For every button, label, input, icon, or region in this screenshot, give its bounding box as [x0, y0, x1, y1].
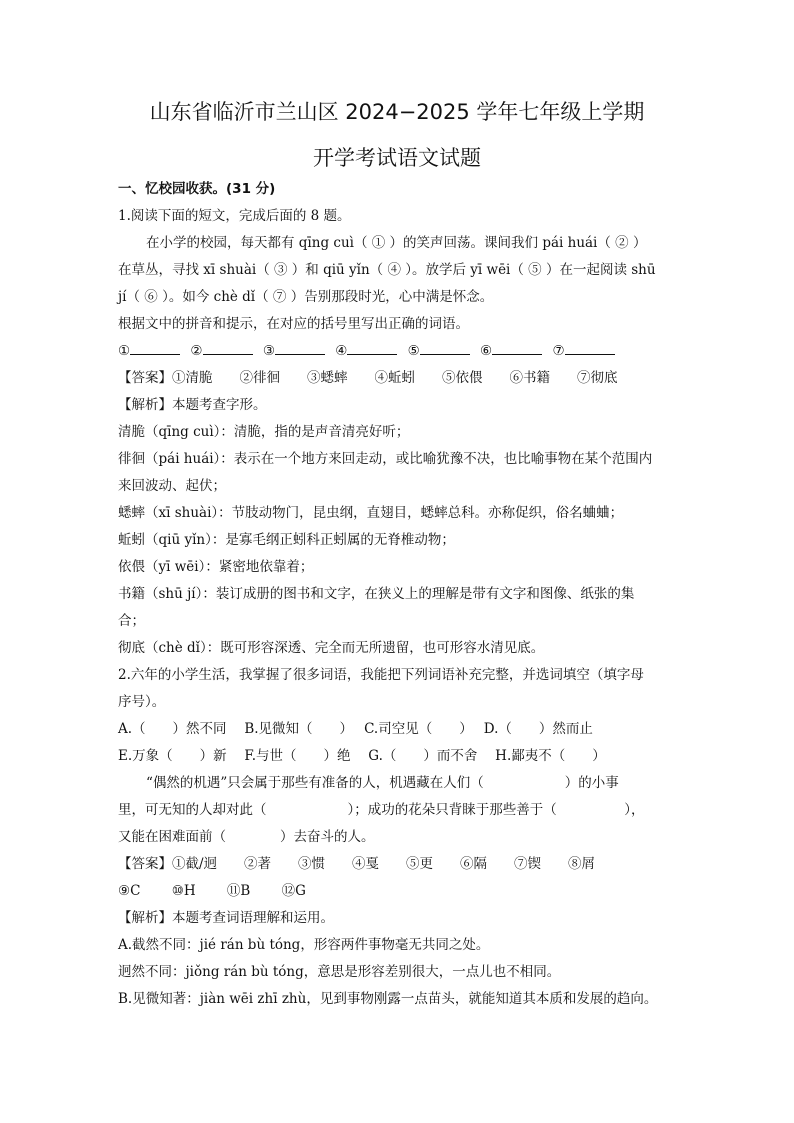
blank-label: ③ — [262, 343, 275, 359]
answer-blank[interactable] — [420, 342, 470, 355]
analysis-line: 彻底（chè dǐ）：既可形容深透、完全而无所遗留，也可形容水清见底。 — [118, 640, 545, 656]
analysis-line: 合； — [118, 613, 145, 629]
answer-blank[interactable] — [565, 342, 615, 355]
section-heading: 一、忆校园收获。(31 分) — [118, 181, 276, 197]
answer-2-continued: ⑨C ⑩H ⑪B ⑫G — [118, 883, 306, 899]
answer-blanks-row — [118, 342, 678, 360]
passage-line: 在小学的校园，每天都有 qīng cuì（ ① ）的笑声回荡。课间我们 pái huái（ ② ） — [146, 235, 647, 251]
options-row: E.万象（ ）新 F.与世（ ）绝 G.（ ）而不舍 H.鄙夷不（ ） — [118, 748, 606, 764]
answer-blank[interactable] — [130, 342, 180, 355]
blank-label: ① — [118, 343, 131, 359]
answer-1: 【答案】①清脆 ②徘徊 ③蟋蟀 ④蚯蚓 ⑤依偎 ⑥书籍 ⑦彻底 — [118, 370, 618, 386]
analysis-line: 来回波动、起伏； — [118, 478, 226, 494]
question-1-instruction: 根据文中的拼音和提示，在对应的括号里写出正确的词语。 — [118, 316, 469, 332]
analysis-line: 清脆（qīng cuì）：清脆，指的是声音清亮好听； — [118, 424, 410, 440]
answer-blank[interactable] — [203, 342, 253, 355]
blank-label: ④ — [335, 343, 348, 359]
analysis-line: 依偎（yī wēi）：紧密地依靠着； — [118, 559, 314, 575]
analysis-line: 蟋蟀（xī shuài）：节肢动物门，昆虫纲，直翅目，蟋蟀总科。亦称促织，俗名蛐蛐； — [118, 505, 624, 521]
analysis-line: A.截然不同：jié rán bù tóng，形容两件事物毫无共同之处。 — [118, 937, 490, 953]
answer-blank[interactable] — [275, 342, 325, 355]
question-2-line: 序号）。 — [118, 694, 166, 710]
options-row: A.（ ）然不同 B.见微知（ ） C.司空见（ ） D.（ ）然而止 — [118, 721, 593, 737]
question-2-line: 2.六年的小学生活，我掌握了很多词语，我能把下列词语补充完整，并选词填空（填字母 — [118, 667, 644, 683]
q2-passage-line: 又能在困难面前（ ）去奋斗的人。 — [118, 829, 375, 845]
analysis-line: 书籍（shū jí）：装订成册的图书和文字，在狭义上的理解是带有文字和图像、纸张的集 — [118, 586, 635, 602]
answer-2: 【答案】①截/迥 ②著 ③惯 ④戛 ⑤更 ⑥隔 ⑦锲 ⑧屑 — [118, 856, 596, 872]
analysis-line: 迥然不同：jiǒng rán bù tóng，意思是形容差别很大，一点儿也不相同。 — [118, 964, 561, 980]
analysis-1-heading: 【解析】本题考查字形。 — [118, 397, 267, 413]
blank-label: ② — [190, 343, 203, 359]
analysis-line: B.见微知著：jiàn wēi zhī zhù，见到事物刚露一点苗头，就能知道其本质和发展的趋向。 — [118, 991, 658, 1007]
answer-blank[interactable] — [347, 342, 397, 355]
blank-label: ⑦ — [552, 343, 565, 359]
doc-title-line2: 开学考试语文试题 — [313, 146, 481, 170]
answer-blank[interactable] — [492, 342, 542, 355]
question-1-intro: 1.阅读下面的短文，完成后面的 8 题。 — [118, 208, 351, 224]
analysis-line: 徘徊（pái huái）：表示在一个地方来回走动，或比喻犹豫不决，也比喻事物在某个范围内 — [118, 451, 653, 467]
doc-title-line1: 山东省临沂市兰山区 2024−2025 学年七年级上学期 — [149, 100, 645, 124]
blank-label: ⑤ — [407, 343, 420, 359]
passage-line: 在草丛，寻找 xī shuài（ ③ ）和 qiū yǐn（ ④ ）。放学后 yī wēi（ ⑤ ）在一起阅读 shū — [118, 262, 656, 278]
analysis-2-heading: 【解析】本题考查词语理解和运用。 — [118, 910, 334, 926]
q2-passage-line: “偶然的机遇”只会属于那些有准备的人，机遇藏在人们（ ）的小事 — [146, 775, 619, 791]
passage-line: jí（ ⑥ ）。如今 chè dǐ（ ⑦ ）告别那段时光，心中满是怀念。 — [118, 289, 494, 305]
blank-label: ⑥ — [480, 343, 493, 359]
q2-passage-line: 里，可无知的人却对此（ ）；成功的花朵只背睐于那些善于（ ）， — [118, 802, 645, 818]
analysis-line: 蚯蚓（qiū yǐn）：是寡毛纲正蚓科正蚓属的无脊椎动物； — [118, 532, 455, 548]
